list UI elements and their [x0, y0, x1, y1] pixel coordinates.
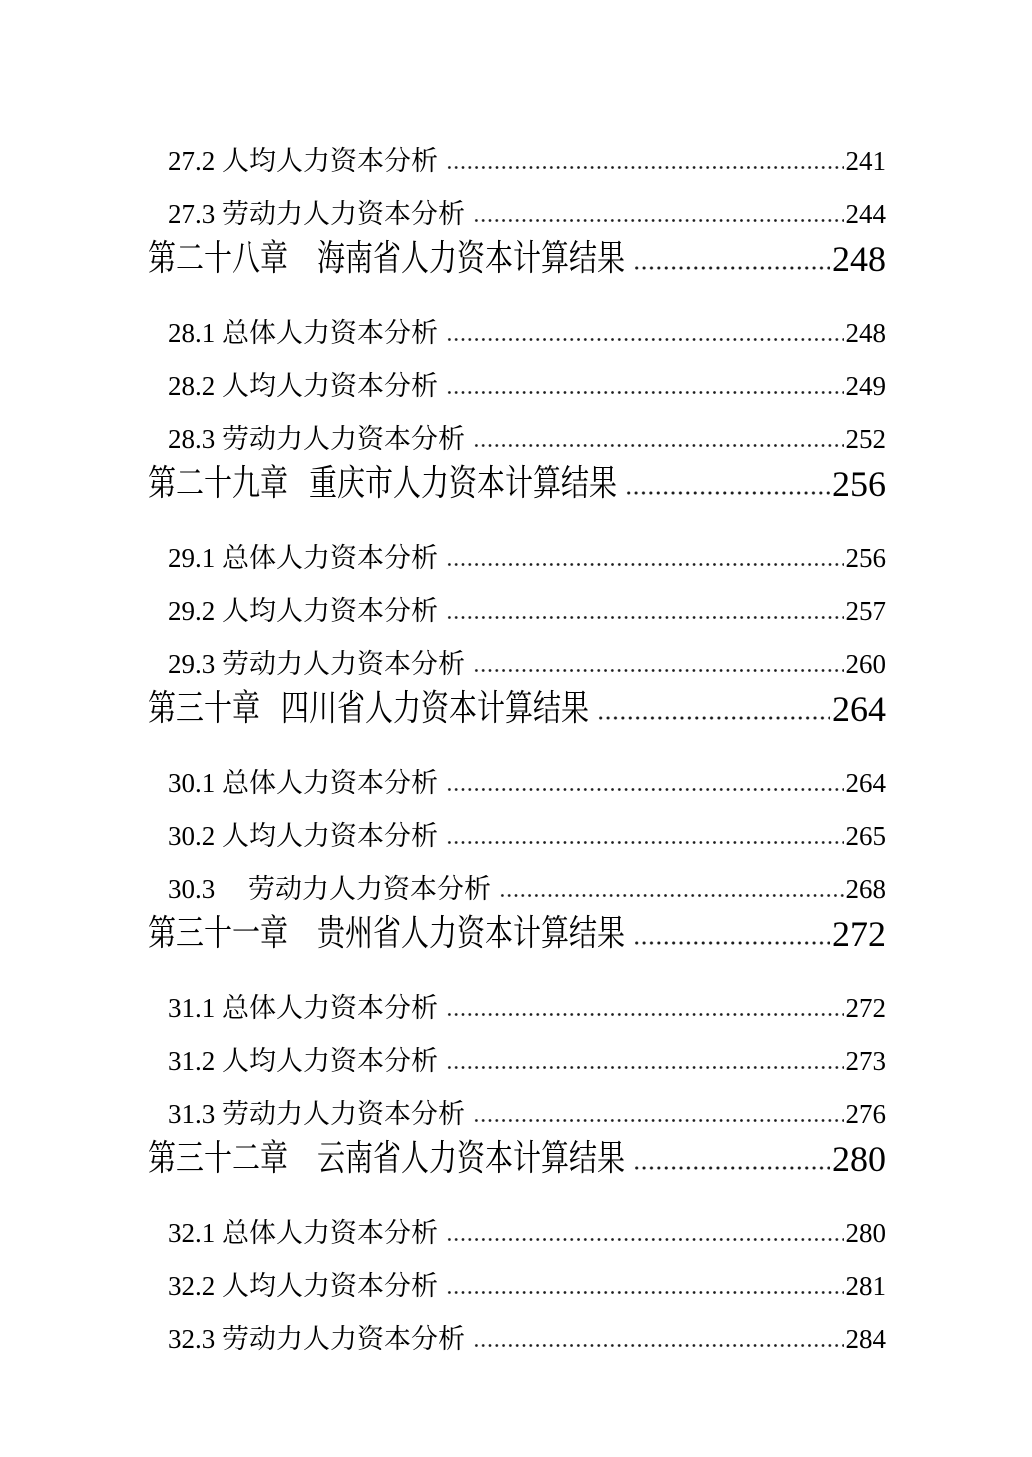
toc-chapter-entry[interactable] [148, 1141, 886, 1181]
toc-section-entry[interactable] [148, 875, 886, 903]
page-number: 280 [832, 1139, 886, 1179]
toc-section-entry[interactable] [148, 544, 886, 572]
section-title: 劳动力人力资本分析 [222, 1099, 465, 1129]
section-number: 28.2 [168, 371, 216, 401]
section-title: 劳动力人力资本分析 [248, 874, 491, 904]
toc-chapter-entry[interactable] [148, 691, 886, 731]
toc-chapter-entry[interactable] [148, 916, 886, 956]
dot-leader [446, 1012, 844, 1017]
chapter-heading [148, 687, 589, 733]
page-number: 256 [832, 464, 886, 504]
toc-section-entry[interactable] [148, 1219, 886, 1247]
section-title: 劳动力人力资本分析 [222, 424, 465, 454]
page-number: 272 [845, 993, 886, 1023]
page-number: 249 [845, 371, 886, 401]
toc-section-entry[interactable] [148, 1047, 886, 1075]
section-number: 27.2 [168, 146, 216, 176]
toc-section-entry[interactable] [148, 994, 886, 1022]
toc-section-entry[interactable] [148, 1325, 886, 1353]
toc-chapter-entry[interactable] [148, 241, 886, 281]
dot-leader [473, 668, 844, 673]
chapter-number-label: 第二十九章 [148, 464, 289, 505]
toc-section-entry[interactable] [148, 1100, 886, 1128]
page-number: 273 [845, 1046, 886, 1076]
dot-leader [633, 265, 830, 271]
section-title: 总体人力资本分析 [222, 1218, 438, 1248]
chapter-title: 贵州省人力资本计算结果 [317, 914, 626, 955]
page-number: 264 [845, 768, 886, 798]
section-title: 总体人力资本分析 [222, 993, 438, 1023]
section-number: 31.3 [168, 1099, 216, 1129]
section-number: 28.1 [168, 318, 216, 348]
section-number: 28.3 [168, 424, 216, 454]
section-number: 29.1 [168, 543, 216, 573]
chapter-title: 云南省人力资本计算结果 [317, 1139, 626, 1180]
chapter-number-label: 第三十一章 [148, 914, 289, 955]
page-number: 280 [845, 1218, 886, 1248]
page-number: 276 [845, 1099, 886, 1129]
section-number: 32.2 [168, 1271, 216, 1301]
chapter-number-label: 第三十章 [148, 689, 261, 730]
chapter-number-label: 第二十八章 [148, 239, 289, 280]
section-number: 30.2 [168, 821, 216, 851]
toc-section-entry[interactable] [148, 650, 886, 678]
dot-leader [473, 1343, 844, 1348]
page-number: 252 [845, 424, 886, 454]
chapter-title: 重庆市人力资本计算结果 [309, 464, 618, 505]
toc-section-entry[interactable] [148, 372, 886, 400]
dot-leader [446, 165, 844, 170]
section-number: 32.3 [168, 1324, 216, 1354]
dot-leader [473, 443, 844, 448]
page-number: 257 [845, 596, 886, 626]
page-number: 281 [845, 1271, 886, 1301]
page-number: 272 [832, 914, 886, 954]
section-number: 29.2 [168, 596, 216, 626]
chapter-title: 海南省人力资本计算结果 [317, 239, 626, 280]
section-number: 31.2 [168, 1046, 216, 1076]
page-number: 241 [845, 146, 886, 176]
page-number: 264 [832, 689, 886, 729]
dot-leader [633, 1165, 830, 1171]
dot-leader [446, 787, 844, 792]
dot-leader [499, 893, 844, 898]
chapter-heading [148, 462, 617, 508]
page-number: 284 [845, 1324, 886, 1354]
dot-leader [633, 940, 830, 946]
dot-leader [597, 715, 830, 721]
section-title: 总体人力资本分析 [222, 543, 438, 573]
section-title: 人均人力资本分析 [222, 371, 438, 401]
section-number: 30.1 [168, 768, 216, 798]
chapter-number-label: 第三十二章 [148, 1139, 289, 1180]
toc-section-entry[interactable] [148, 1272, 886, 1300]
section-title: 劳动力人力资本分析 [222, 1324, 465, 1354]
toc-section-entry[interactable] [148, 769, 886, 797]
section-number: 31.1 [168, 993, 216, 1023]
dot-leader [625, 490, 830, 496]
page-number: 268 [845, 874, 886, 904]
section-number: 30.3 [168, 874, 216, 904]
dot-leader [446, 337, 844, 342]
dot-leader [446, 562, 844, 567]
toc-section-entry[interactable] [148, 200, 886, 228]
section-title: 人均人力资本分析 [222, 1271, 438, 1301]
dot-leader [446, 615, 844, 620]
section-title: 人均人力资本分析 [222, 821, 438, 851]
chapter-heading [148, 1137, 625, 1183]
page-number: 248 [832, 239, 886, 279]
dot-leader [473, 1118, 844, 1123]
section-number: 29.3 [168, 649, 216, 679]
toc [148, 147, 886, 1378]
toc-section-entry[interactable] [148, 597, 886, 625]
section-title: 人均人力资本分析 [222, 146, 438, 176]
section-title: 人均人力资本分析 [222, 596, 438, 626]
section-number: 32.1 [168, 1218, 216, 1248]
page-number: 244 [845, 199, 886, 229]
dot-leader [473, 218, 844, 223]
toc-section-entry[interactable] [148, 147, 886, 175]
toc-section-entry[interactable] [148, 425, 886, 453]
dot-leader [446, 1065, 844, 1070]
chapter-heading [148, 912, 625, 958]
toc-section-entry[interactable] [148, 822, 886, 850]
section-number: 27.3 [168, 199, 216, 229]
chapter-heading [148, 237, 625, 283]
toc-chapter-entry[interactable] [148, 466, 886, 506]
dot-leader [446, 1290, 844, 1295]
section-title: 劳动力人力资本分析 [222, 649, 465, 679]
page-number: 256 [845, 543, 886, 573]
dot-leader [446, 1237, 844, 1242]
page-number: 265 [845, 821, 886, 851]
chapter-title: 四川省人力资本计算结果 [281, 689, 590, 730]
section-title: 人均人力资本分析 [222, 1046, 438, 1076]
section-title: 总体人力资本分析 [222, 768, 438, 798]
page-number: 248 [845, 318, 886, 348]
dot-leader [446, 840, 844, 845]
section-title: 总体人力资本分析 [222, 318, 438, 348]
toc-section-entry[interactable] [148, 319, 886, 347]
dot-leader [446, 390, 844, 395]
page-number: 260 [845, 649, 886, 679]
section-title: 劳动力人力资本分析 [222, 199, 465, 229]
